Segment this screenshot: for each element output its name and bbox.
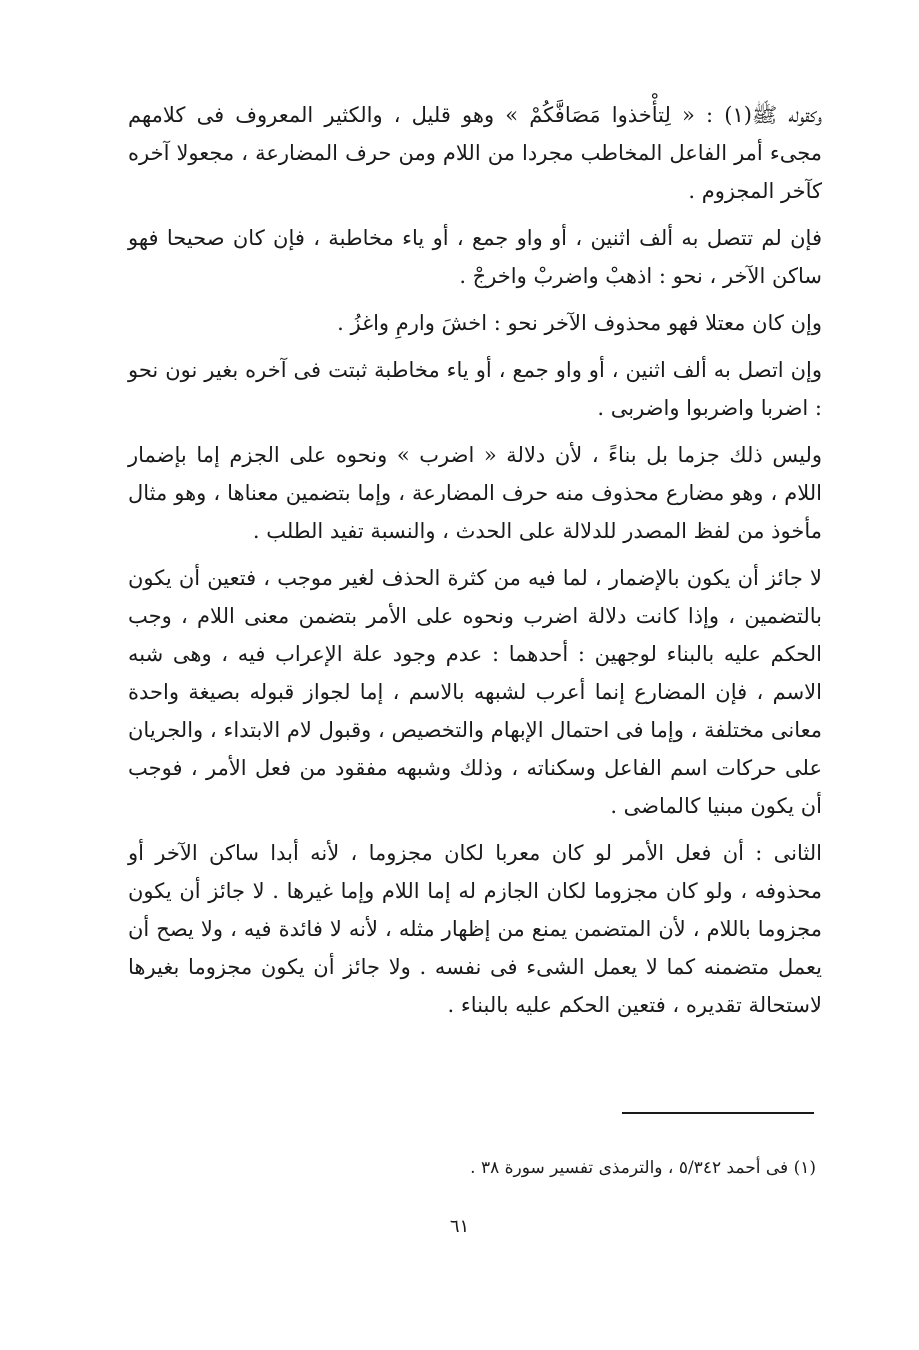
footnote: (١) فى أحمد ٥/٣٤٢ ، والترمذى تفسير سورة ٣٨ . [470,1158,816,1178]
paragraph-3: وإن كان معتلا فهو محذوف الآخر نحو : اخشَ وارمِ واغزُ . [337,311,822,335]
paragraph-4: وإن اتصل به ألف اثنين ، أو واو جمع ، أو ياء مخاطبة ثبتت فى آخره بغير نون نحو : اضربا واضربوا واضربى . [128,358,822,420]
main-text [128,96,822,1033]
paragraph-1: وكقوله ﷺ(١) : « لِتأْخذوا مَصَافَّكُمْ » وهو قليل ، والكثير المعروف فى كلامهم مجىء أمر الفاعل المخاطب مجردا من اللام ومن حرف المضارعة ، مجعولا آخره كآخر المجزوم . [128,103,823,203]
paragraph-5: وليس ذلك جزما بل بناءً ، لأن دلالة « اضرب » ونحوه على الجزم إما بإضمار اللام ، وهو مضارع محذوف منه حرف المضارعة ، وإما بتضمين معناها ، وهو مثال مأخوذ من لفظ المصدر للدلالة على الحدث ، والنسبة تفيد الطلب . [128,443,822,543]
paragraph-7: الثانى : أن فعل الأمر لو كان معربا لكان مجزوما ، لأنه أبدا ساكن الآخر أو محذوفه ، ولو كان مجزوما لكان الجازم له إما اللام وإما غيرها . لا جائز أن يكون مجزوما باللام ، لأن المتضمن يمنع من إظهار مثله ، لأنه لا فائدة فيه ، ولا يصح أن يعمل متضمنه كما لا يعمل الشىء فى نفسه . ولا جائز أن يكون مجزوما بغيرها لاستحالة تقديره ، فتعين الحكم عليه بالبناء . [128,841,822,1017]
paragraph-6: لا جائز أن يكون بالإضمار ، لما فيه من كثرة الحذف لغير موجب ، فتعين أن يكون بالتضمين ، وإذا كانت دلالة اضرب ونحوه على الأمر بتضمن معنى اللام ، وجب الحكم عليه بالبناء لوجهين : أحدهما : عدم وجود علة الإعراب فيه ، وهى شبه الاسم ، فإن المضارع إنما أعرب لشبهه بالاسم ، إما لجواز قبوله بصيغة واحدة معانى مختلفة ، وإما فى احتمال الإبهام والتخصيص ، وقبول لام الابتداء ، والجريان على حركات اسم الفاعل وسكناته ، وذلك وشبهه مفقود من فعل الأمر ، فوجب أن يكون مبنيا كالماضى . [128,566,822,818]
page-number: ٦١ [449,1216,470,1237]
paragraph-2: فإن لم تتصل به ألف اثنين ، أو واو جمع ، أو ياء مخاطبة ، فإن كان صحيحا فهو ساكن الآخر ، نحو : اذهبْ واضربْ واخرجْ . [128,226,822,288]
footnote-divider [622,1112,814,1114]
